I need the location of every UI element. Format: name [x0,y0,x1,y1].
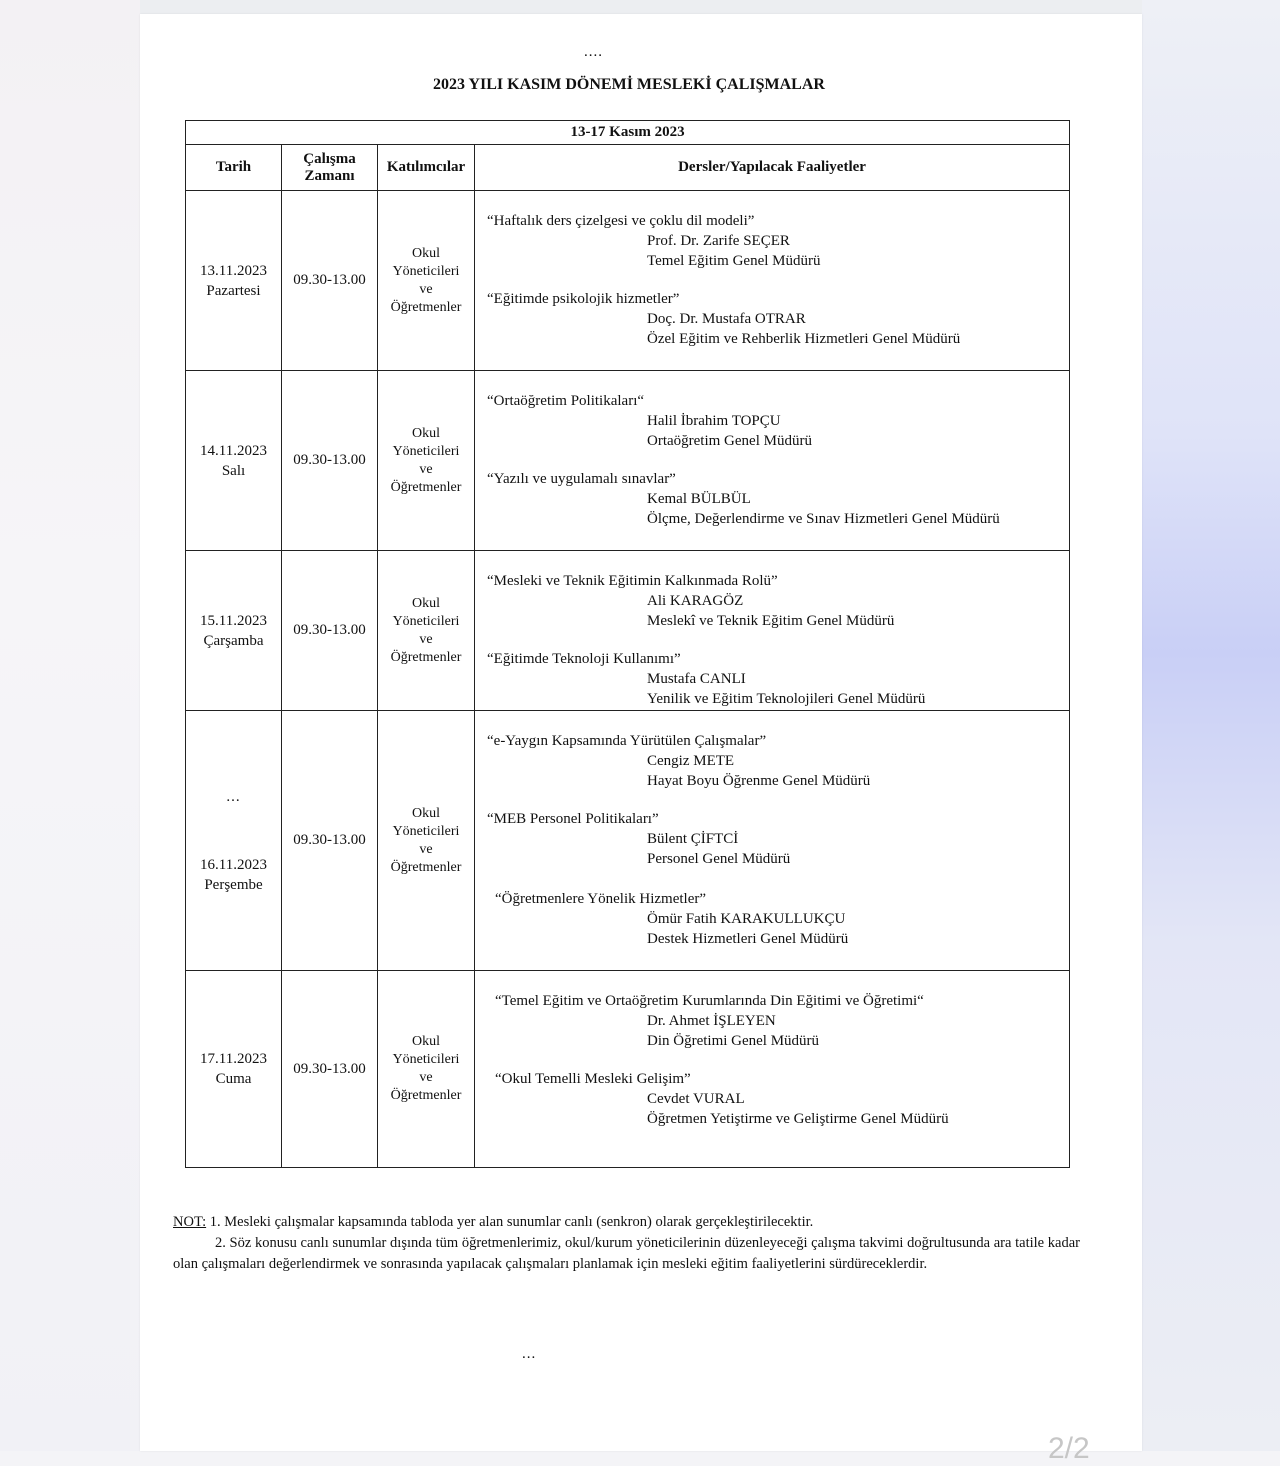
participants-line: Okul [412,805,440,821]
activities-cell [475,551,1070,711]
activity-title: “Temel Eğitim ve Ortaöğretim Kurumlarında Din Eğitimi ve Öğretimi“ [495,993,924,1009]
activity [475,289,1069,349]
speaker-name: Doç. Dr. Mustafa OTRAR [647,311,806,327]
participants-cell [378,971,475,1168]
speaker-name: Ali KARAGÖZ [647,593,744,609]
participants-line: Okul [412,1034,440,1049]
speaker-office: Öğretmen Yetiştirme ve Geliştirme Genel Müdürü [647,1111,949,1127]
participants-line: ve [419,631,433,647]
activity [475,571,1069,631]
speaker-office: Temel Eğitim Genel Müdürü [647,253,821,269]
activities-cell [475,971,1070,1168]
activity [475,649,1069,709]
participants-line: ve [419,461,433,477]
background-left [0,0,140,1451]
week-header: 13-17 Kasım 2023 [186,121,1070,145]
column-header-participants: Katılımcılar [378,145,475,191]
column-header-time-line1: Çalışma [303,150,356,167]
participants-line: Okul [412,425,440,441]
top-ellipsis: .... [584,44,603,60]
date-cell [186,711,282,971]
note-section [173,1212,1080,1275]
activity-title: “Haftalık ders çizelgesi ve çoklu dil modeli” [487,213,755,229]
speaker-office: Din Öğretimi Genel Müdürü [647,1033,820,1049]
activity [475,731,1069,791]
background-right [1142,0,1280,1451]
date-cell [186,971,282,1168]
activity-title: “Ortaöğretim Politikaları“ [487,393,645,409]
column-header-time [282,145,378,191]
time-cell: 09.30-13.00 [282,371,378,551]
column-header-time-line2: Zamanı [304,167,355,184]
row-date: 17.11.2023 [200,1051,267,1067]
participants-cell [378,371,475,551]
table-row [186,191,1070,371]
row-day: Perşembe [204,876,263,893]
note-item-2: 2. Söz konusu canlı sunumlar dışında tüm öğretmenlerimiz, okul/kurum yöneticilerinin düzenleyeceği çalışma takvimi doğrultusunda ara tatile kadar olan çalışmaları değerlendirmek ve sonrasında yapılacak çalışmaları planlamak için mesleki eğitim faaliyetlerini sürdüreceklerdir. [173,1235,1080,1272]
date-cell [186,551,282,711]
participants-line: Yöneticileri [392,263,460,279]
activity-title: “Öğretmenlere Yönelik Hizmetler” [495,891,707,907]
document-title: 2023 YILI KASIM DÖNEMİ MESLEKİ ÇALIŞMALAR [433,76,825,93]
speaker-office: Hayat Boyu Öğrenme Genel Müdürü [647,773,871,789]
column-header-activities: Dersler/Yapılacak Faaliyetler [475,145,1070,191]
participants-line: Yöneticileri [392,823,460,839]
activity [475,991,1069,1051]
speaker-name: Cevdet VURAL [647,1091,745,1107]
participants-cell [378,551,475,711]
speaker-name: Dr. Ahmet İŞLEYEN [647,1013,776,1029]
participants-line: Öğretmenler [390,1088,462,1103]
participants-line: Öğretmenler [390,649,462,665]
speaker-office: Yenilik ve Eğitim Teknolojileri Genel Müdürü [647,691,926,707]
speaker-office: Ortaöğretim Genel Müdürü [647,433,812,449]
speaker-office: Özel Eğitim ve Rehberlik Hizmetleri Genel Müdürü [647,331,961,347]
row-date: 16.11.2023 [200,856,267,873]
previous-page-edge [140,0,1142,15]
speaker-office: Personel Genel Müdürü [647,851,791,867]
row-date: 15.11.2023 [200,612,267,629]
note-label: NOT: [173,1214,207,1230]
activity-title: “Mesleki ve Teknik Eğitimin Kalkınmada Rolü” [487,573,778,589]
activities-cell [475,371,1070,551]
activity-title: “Eğitimde Teknoloji Kullanımı” [487,651,681,667]
participants-line: Yöneticileri [392,613,460,629]
time-cell: 09.30-13.00 [282,551,378,711]
row-day: Salı [221,462,246,479]
bottom-ellipsis: ... [522,1346,537,1362]
note-item-1-text: 1. Mesleki çalışmalar kapsamında tabloda yer alan sunumlar canlı (senkron) olarak gerçekleştirilecektir. [206,1214,814,1230]
participants-line: Okul [412,595,440,611]
activity-title: “MEB Personel Politikaları” [487,811,659,827]
activity [475,469,1069,529]
speaker-name: Cengiz METE [647,753,735,769]
participants-line: Yöneticileri [392,1052,460,1067]
activities-cell [475,711,1070,971]
table-row [186,971,1070,1168]
participants-cell [378,711,475,971]
row-date: 14.11.2023 [200,442,267,459]
speaker-office: Ölçme, Değerlendirme ve Sınav Hizmetleri Genel Müdürü [647,511,1000,527]
table-row [186,371,1070,551]
activity [475,889,1069,949]
row-day: Çarşamba [203,632,264,649]
participants-line: Öğretmenler [390,859,462,875]
activities-cell [475,191,1070,371]
participants-line: Yöneticileri [392,443,460,459]
date-cell [186,191,282,371]
participants-line: ve [419,1070,433,1085]
date-ellipsis: ... [226,788,241,805]
row-day: Cuma [215,1071,252,1087]
speaker-name: Bülent ÇİFTCİ [647,831,739,847]
speaker-name: Kemal BÜLBÜL [647,491,751,507]
activity [475,1069,1069,1129]
row-day: Pazartesi [206,282,261,299]
participants-line: Öğretmenler [390,299,462,315]
note-item-1 [173,1212,1080,1233]
column-header-date: Tarih [186,145,282,191]
schedule-table [185,120,1070,1168]
speaker-name: Prof. Dr. Zarife SEÇER [647,233,790,249]
speaker-office: Destek Hizmetleri Genel Müdürü [647,931,849,947]
table-row [186,551,1070,711]
time-cell: 09.30-13.00 [282,191,378,371]
activity [475,809,1069,869]
activity-title: “e-Yaygın Kapsamında Yürütülen Çalışmalar” [487,733,767,749]
participants-line: ve [419,281,433,297]
row-date: 13.11.2023 [200,262,267,279]
participants-line: ve [419,841,433,857]
participants-line: Öğretmenler [390,479,462,495]
time-cell: 09.30-13.00 [282,971,378,1168]
speaker-office: Meslekî ve Teknik Eğitim Genel Müdürü [647,613,895,629]
speaker-name: Mustafa CANLI [647,671,746,687]
speaker-name: Ömür Fatih KARAKULLUKÇU [647,911,846,927]
activity-title: “Yazılı ve uygulamalı sınavlar” [487,471,676,487]
table-row [186,711,1070,971]
date-cell [186,371,282,551]
activity-title: “Okul Temelli Mesleki Gelişim” [495,1071,691,1087]
speaker-name: Halil İbrahim TOPÇU [647,413,781,429]
participants-line: Okul [412,245,440,261]
page-number: 2/2 [1048,1432,1090,1465]
activity-title: “Eğitimde psikolojik hizmetler” [487,291,680,307]
participants-cell [378,191,475,371]
activity [475,391,1069,451]
activity [475,211,1069,271]
time-cell: 09.30-13.00 [282,711,378,971]
